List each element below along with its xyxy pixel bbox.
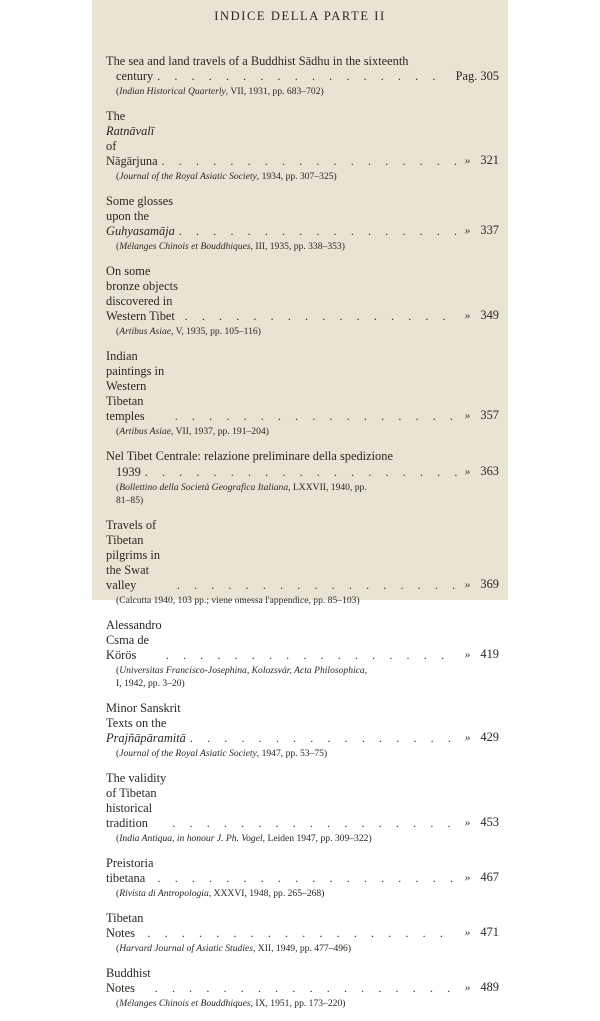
leader-dots (141, 465, 457, 480)
entry-title: The validity of Tibetan historical tradition (106, 770, 167, 830)
entry-page: » 337 (464, 223, 499, 238)
entry-source: (Indian Historical Quarterly, VII, 1931, pp. 683–702) (116, 86, 324, 97)
leader-dots (168, 816, 457, 831)
toc-entry (106, 109, 499, 184)
entry-source: (Rivista di Antropologia, XXXVI, 1948, pp. 265–268) (116, 887, 325, 899)
entry-title: Minor Sanskrit Texts on the Prajñāpāramitā (106, 700, 186, 745)
entry-page: » 363 (464, 464, 499, 479)
entry-page: » 453 (464, 814, 499, 829)
toc-entry (106, 449, 499, 507)
entry-source: (Bollettino della Società Geografica Italiana, LXXVII, 1940, pp. 81–85) (116, 482, 367, 506)
entry-title: Indian paintings in Western Tibetan temples (106, 349, 165, 424)
entry-page: » 489 (464, 980, 499, 995)
leader-dots (151, 981, 457, 996)
toc-entry (106, 518, 499, 608)
toc-entry (106, 771, 499, 846)
toc-entry (106, 264, 499, 339)
entry-title: The Ratnāvalī of Nāgārjuna (106, 109, 158, 169)
toc-entry (106, 911, 499, 956)
entry-title-line: Nel Tibet Centrale: relazione preliminare della spedizione (106, 449, 393, 464)
leader-dots (154, 871, 458, 886)
entry-page: » 429 (464, 729, 499, 744)
entry-page (441, 69, 499, 84)
leader-dots (175, 224, 457, 239)
page-number: 305 (480, 69, 499, 83)
entry-title: Buddhist Notes (106, 966, 151, 996)
toc-list (106, 54, 499, 1021)
entry-source: (Mélanges Chinois et Bouddhiques, IX, 1951, pp. 173–220) (116, 998, 346, 1010)
toc-entry (106, 349, 499, 439)
entry-title: Some glosses upon the Guhyasamāja (106, 194, 175, 239)
entry-source: (Artibus Asiae, V, 1935, pp. 105–116) (116, 326, 261, 338)
entry-title: Travels of Tibetan pilgrims in the Swat valley (106, 518, 161, 593)
book-page (92, 0, 508, 1010)
leader-dots (153, 69, 441, 84)
page-title: INDICE DELLA PARTE II (214, 9, 386, 23)
entry-page: » 321 (464, 153, 499, 168)
entry-title: On some bronze objects discovered in Western Tibet (106, 264, 178, 324)
entry-page: » 349 (464, 308, 499, 323)
entry-source: (Mélanges Chinois et Bouddhiques, III, 1935, pp. 338–353) (116, 241, 345, 253)
toc-entry (106, 618, 499, 690)
page-prefix: Pag. (455, 69, 478, 83)
entry-page: » 467 (464, 869, 499, 884)
toc-entry (106, 701, 499, 761)
entry-source: (Artibus Asiae, VII, 1937, pp. 191–204) (116, 426, 269, 438)
toc-entry (106, 54, 499, 99)
entry-title: Alessandro Csma de Körös (106, 618, 162, 663)
toc-entry (106, 194, 499, 254)
entry-title-line: The sea and land travels of a Buddhist Sādhu in the sixteenth (106, 54, 409, 68)
entry-title-cont: 1939 (116, 465, 141, 480)
entry-title: Preistoria tibetana (106, 855, 154, 885)
toc-entry (106, 966, 499, 1011)
leader-dots (158, 154, 457, 169)
entry-page: » 419 (464, 647, 499, 662)
leader-dots (173, 578, 457, 593)
leader-dots (162, 648, 457, 663)
entry-page: » 471 (464, 925, 499, 940)
entry-source: (Calcutta 1940, 103 pp.; viene omessa l'appendice, pp. 85–103) (116, 595, 360, 607)
entry-title-cont: century (116, 69, 154, 83)
leader-dots (143, 926, 457, 941)
entry-title: Tibetan Notes (106, 911, 144, 941)
entry-source: (Journal of the Royal Asiatic Society, 1934, pp. 307–325) (116, 171, 337, 183)
leader-dots (181, 309, 457, 324)
entry-page: » 369 (464, 577, 499, 592)
entry-source: (India Antiqua, in honour J. Ph. Vogel, Leiden 1947, pp. 309–322) (116, 832, 372, 844)
entry-source: (Universitas Francisco-Josephina, Kolozsvár, Acta Philosophica, I, 1942, pp. 3–20) (116, 665, 368, 689)
leader-dots (186, 731, 457, 746)
leader-dots (171, 409, 457, 424)
entry-source: (Journal of the Royal Asiatic Society, 1947, pp. 53–75) (116, 747, 328, 759)
entry-page: » 357 (464, 408, 499, 423)
entry-source: (Harvard Journal of Asiatic Studies, XII, 1949, pp. 477–496) (116, 943, 352, 955)
toc-entry (106, 856, 499, 901)
